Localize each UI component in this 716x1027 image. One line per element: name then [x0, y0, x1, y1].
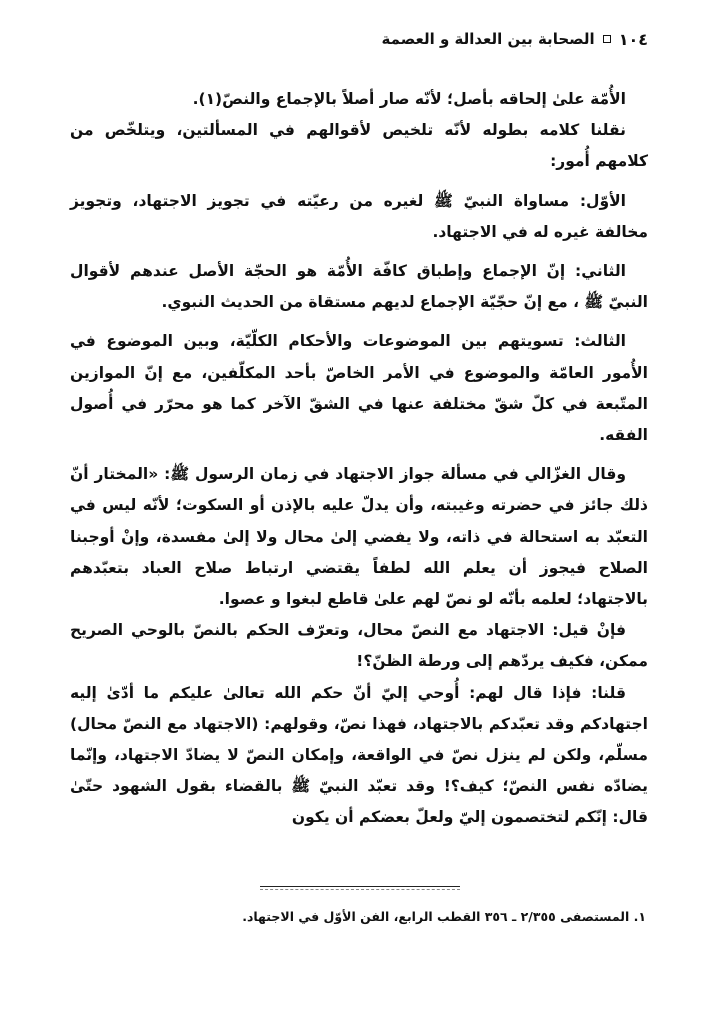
paragraph: الثالث: تسويتهم بين الموضوعات والأحكام الكلّيّة، وبين الموضوع في الأُمور العامّة والموضوع في الأمر الخاصّ بأحد المكلّفين، مع إنّ الموازين المتّبعة في كلّ شقّ مختلفة عنها في الشقّ الآخر كما هو محرّر في أُصول الفقه.: [70, 332, 648, 445]
body-text: [70, 84, 648, 842]
footnote: ١. المستصفى ٢/٣٥٥ ـ ٣٥٦ القطب الرابع، الفن الأوّل في الاجتهاد.: [242, 909, 646, 924]
footnote-divider: [260, 886, 460, 887]
square-ornament-icon: [603, 35, 611, 43]
paragraph: نقلنا كلامه بطوله لأنّه تلخيص لأقوالهم في المسألتين، ويتلخّص من كلامهم أُمور:: [70, 121, 648, 171]
running-header: [60, 26, 648, 52]
paragraph: الأوّل: مساواة النبيّ ﷺ لغيره من رعيّته في تجويز الاجتهاد، وتجويز مخالفة غيره له في الاجتهاد.: [70, 191, 648, 241]
paragraph: قلنا: فإذا قال لهم: أُوحي إليّ أنّ حكم الله تعالىٰ عليكم ما أدّىٰ إليه اجتهادكم وقد تعبّدكم بالاجتهاد، فهذا نصّ، وقولهم: (الاجتهاد مع النصّ محال) مسلّم، ولكن لم ينزل نصّ في الواقعة، وإمكان النصّ لا يضادّ الاجتهاد، وإنّما يضادّه نفس النصّ؛ كيف؟! وقد تعبّد النبيّ ﷺ بالقضاء بقول الشهود حتّىٰ قال: إنّكم لتختصمون إليّ ولعلّ بعضكم أن يكون: [70, 683, 648, 827]
footnote-divider: [260, 889, 460, 890]
page-number: ١٠٤: [618, 29, 648, 49]
paragraph: الثاني: إنّ الإجماع وإطباق كافّة الأُمّة هو الحجّة الأصل عندهم لأقوال النبيّ ﷺ ، مع إنّ حجّيّة الإجماع لديهم مستقاة من الحديث النبوي.: [70, 262, 648, 312]
paragraph: الأُمّة علىٰ إلحاقه بأصل؛ لأنّه صار أصلاً بالإجماع والنصّ(١).: [192, 90, 626, 108]
paragraph: وقال الغزّالي في مسألة جواز الاجتهاد في زمان الرسول ﷺ: «المختار أنّ ذلك جائز في حضرته وغيبته، وأن يدلّ عليه بالإذن أو السكوت؛ لأنّه ليس في التعبّد به استحالة في ذاته، ولا يفضي إلىٰ محال ولا إلىٰ مفسدة، وإنْ أوجبنا الصلاح فيجوز أن يعلم الله لطفاً يقتضي ارتباط صلاح العباد بتعبّدهم بالاجتهاد؛ لعلمه بأنّه لو نصّ لهم علىٰ قاطع لبغوا و عصوا.: [70, 465, 648, 609]
running-title: الصحابة بين العدالة و العصمة: [381, 30, 595, 48]
paragraph: فإنْ قيل: الاجتهاد مع النصّ محال، وتعرّف الحكم بالنصّ بالوحي الصريح ممكن، فكيف يردّهم إلى ورطة الظنّ؟!: [70, 621, 648, 671]
